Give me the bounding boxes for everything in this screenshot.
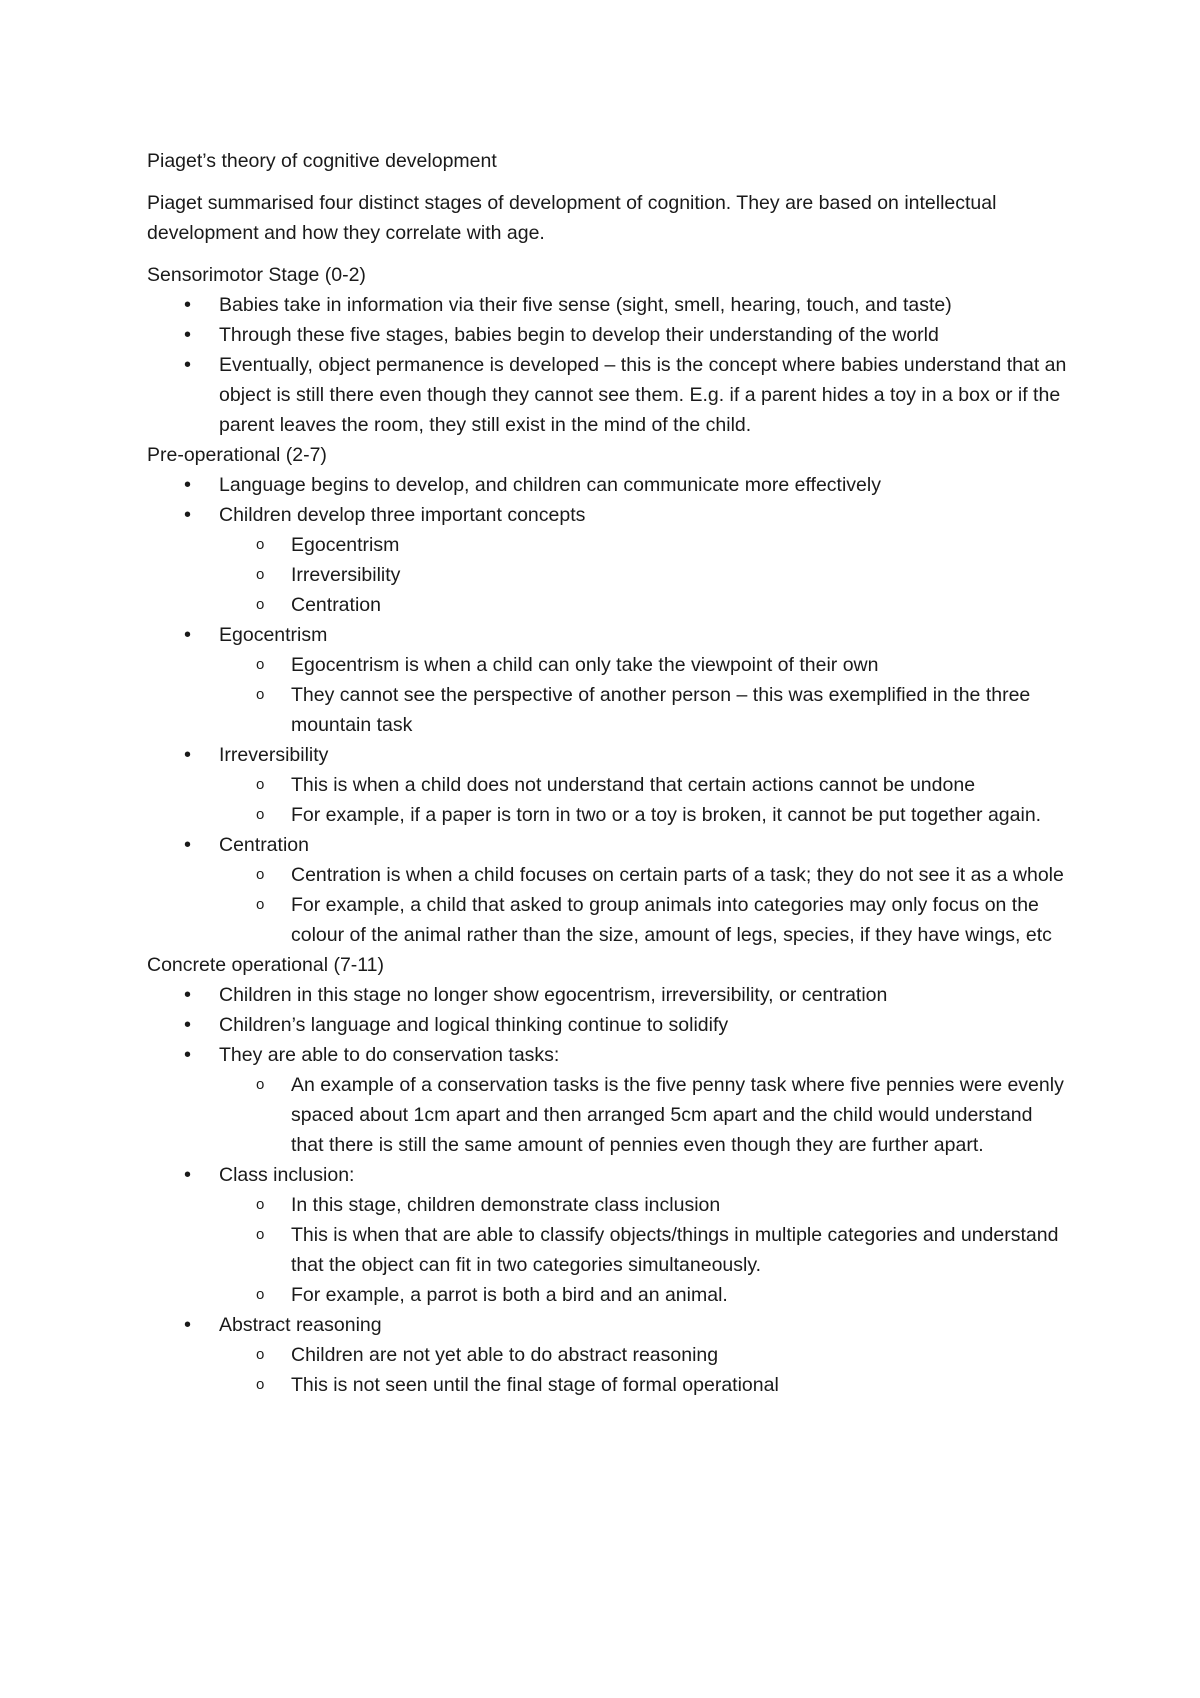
bullet-item — [219, 290, 1067, 320]
sub-bullet-item: o For example, a parrot is both a bird and an animal. — [291, 1280, 1067, 1310]
bullet-item — [219, 470, 1067, 500]
section-heading: Concrete operational (7-11) — [147, 954, 385, 976]
bullet-text: Through these five stages, babies begin to develop their understanding of the world — [219, 324, 939, 346]
sub-bullet-item: o This is when a child does not understand that certain actions cannot be undone — [291, 770, 1067, 800]
bullet-text: Children in this stage no longer show egocentrism, irreversibility, or centration — [219, 984, 888, 1006]
bullet-text: Class inclusion: — [219, 1164, 355, 1186]
sub-bullet-list — [219, 1340, 1067, 1400]
bullet-text: Children’s language and logical thinking continue to solidify — [219, 1014, 729, 1036]
bullet-item — [219, 1310, 1067, 1400]
sub-bullet-list — [219, 530, 1067, 620]
bullet-text: Centration — [219, 834, 309, 856]
bullet-item — [219, 620, 1067, 740]
sub-bullet-item: o An example of a conservation tasks is the five penny task where five pennies were evenly spaced about 1cm apart and then arranged 5cm apart and the child would understand that there is still the same amount of pennies even though they are further apart. — [291, 1070, 1067, 1160]
sub-bullet-item: o Children are not yet able to do abstract reasoning — [291, 1340, 1067, 1370]
document-body — [147, 146, 1067, 1400]
bullet-text: Egocentrism — [219, 624, 328, 646]
bullet-item — [219, 830, 1067, 950]
bullet-item — [219, 500, 1067, 620]
bullet-item — [219, 740, 1067, 830]
bullet-text: Irreversibility — [219, 744, 329, 766]
bullet-item — [219, 1160, 1067, 1310]
section-heading: Sensorimotor Stage (0-2) — [147, 264, 366, 286]
section-heading: Pre-operational (2-7) — [147, 444, 327, 466]
sub-bullet-item: o This is not seen until the final stage of formal operational — [291, 1370, 1067, 1400]
intro-paragraph: Piaget summarised four distinct stages of development of cognition. They are based on intellectual development and how they correlate with age. — [147, 192, 997, 244]
bullet-list — [147, 290, 1067, 440]
sub-bullet-item: o Irreversibility — [291, 560, 1067, 590]
sub-bullet-item: o Egocentrism is when a child can only take the viewpoint of their own — [291, 650, 1067, 680]
sub-bullet-item: o They cannot see the perspective of another person – this was exemplified in the three mountain task — [291, 680, 1067, 740]
sub-bullet-list — [219, 1190, 1067, 1310]
sub-bullet-item: o For example, if a paper is torn in two or a toy is broken, it cannot be put together again. — [291, 800, 1067, 830]
bullet-item — [219, 320, 1067, 350]
bullet-text: Language begins to develop, and children can communicate more effectively — [219, 474, 881, 496]
sub-bullet-list — [219, 770, 1067, 830]
bullet-item — [219, 1010, 1067, 1040]
sub-bullet-list — [219, 650, 1067, 740]
sub-bullet-item: o Egocentrism — [291, 530, 1067, 560]
bullet-text: They are able to do conservation tasks: — [219, 1044, 560, 1066]
sub-bullet-list — [219, 860, 1067, 950]
bullet-item — [219, 350, 1067, 440]
bullet-list — [147, 980, 1067, 1400]
sub-bullet-item: o In this stage, children demonstrate class inclusion — [291, 1190, 1067, 1220]
document-title: Piaget’s theory of cognitive development — [147, 150, 497, 172]
sub-bullet-list — [219, 1070, 1067, 1160]
bullet-text: Children develop three important concepts — [219, 504, 586, 526]
sub-bullet-item: o This is when that are able to classify objects/things in multiple categories and understand that the object can fit in two categories simultaneously. — [291, 1220, 1067, 1280]
bullet-text: Eventually, object permanence is developed – this is the concept where babies understand that an object is still there even though they cannot see them. E.g. if a parent hides a toy in a box or if the parent leaves the room, they still exist in the mind of the child. — [219, 354, 1067, 436]
bullet-item — [219, 1040, 1067, 1160]
sub-bullet-item: o Centration is when a child focuses on certain parts of a task; they do not see it as a whole — [291, 860, 1067, 890]
sections-container — [147, 260, 1067, 1400]
sub-bullet-item: o Centration — [291, 590, 1067, 620]
bullet-text: Babies take in information via their five sense (sight, smell, hearing, touch, and taste) — [219, 294, 952, 316]
bullet-item — [219, 980, 1067, 1010]
bullet-list — [147, 470, 1067, 950]
sub-bullet-item: o For example, a child that asked to group animals into categories may only focus on the colour of the animal rather than the size, amount of legs, species, if they have wings, etc — [291, 890, 1067, 950]
bullet-text: Abstract reasoning — [219, 1314, 382, 1336]
